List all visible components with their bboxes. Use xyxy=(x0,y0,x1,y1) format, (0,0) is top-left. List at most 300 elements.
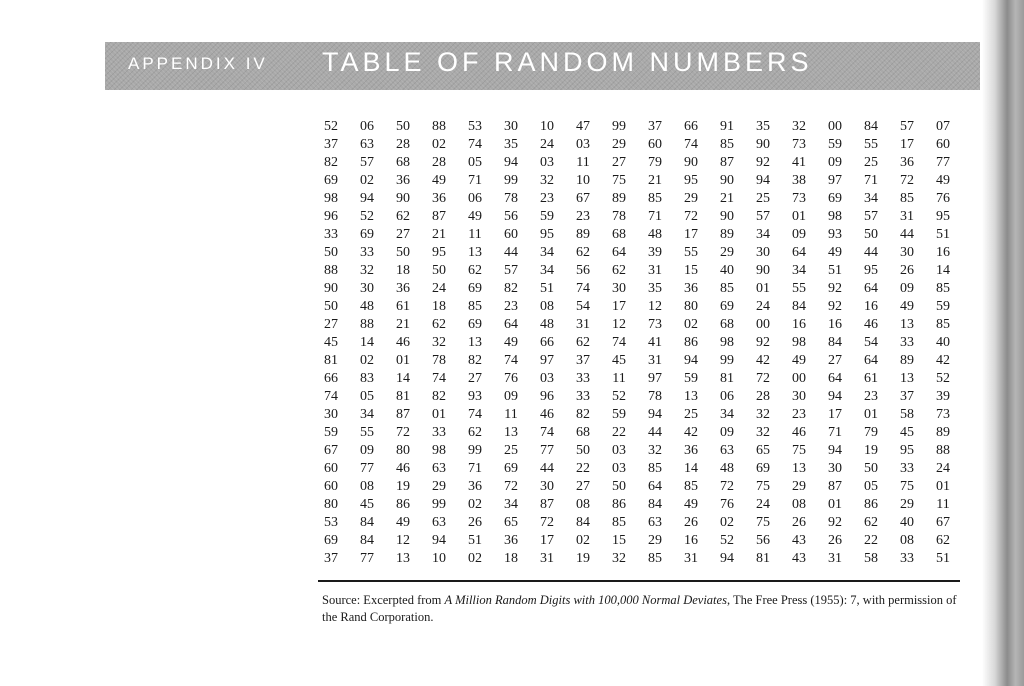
table-cell: 62 xyxy=(864,515,878,530)
table-cell: 87 xyxy=(540,497,554,512)
table-cell: 85 xyxy=(612,515,626,530)
table-cell: 81 xyxy=(756,551,770,566)
table-cell: 90 xyxy=(756,137,770,152)
table-cell: 30 xyxy=(612,281,626,296)
table-cell: 48 xyxy=(540,317,554,332)
table-cell: 37 xyxy=(324,551,338,566)
table-cell: 36 xyxy=(396,173,410,188)
table-cell: 33 xyxy=(432,425,446,440)
table-cell: 95 xyxy=(900,443,914,458)
table-cell: 03 xyxy=(540,155,554,170)
table-cell: 90 xyxy=(720,209,734,224)
table-cell: 71 xyxy=(468,461,482,476)
table-cell: 59 xyxy=(540,209,554,224)
table-cell: 01 xyxy=(828,497,842,512)
table-cell: 29 xyxy=(792,479,806,494)
table-cell: 84 xyxy=(864,119,878,134)
table-cell: 85 xyxy=(684,479,698,494)
table-cell: 96 xyxy=(324,209,338,224)
table-cell: 64 xyxy=(792,245,806,260)
table-cell: 34 xyxy=(756,227,770,242)
table-cell: 80 xyxy=(684,299,698,314)
table-cell: 42 xyxy=(936,353,950,368)
table-cell: 85 xyxy=(936,317,950,332)
table-cell: 75 xyxy=(756,479,770,494)
table-cell: 11 xyxy=(936,497,950,512)
table-cell: 57 xyxy=(360,155,374,170)
table-row xyxy=(313,280,961,298)
table-cell: 33 xyxy=(576,389,590,404)
table-cell: 99 xyxy=(612,119,626,134)
table-cell: 83 xyxy=(360,371,374,386)
table-cell: 23 xyxy=(540,191,554,206)
table-cell: 32 xyxy=(756,425,770,440)
table-cell: 42 xyxy=(684,425,698,440)
table-cell: 36 xyxy=(504,533,518,548)
table-cell: 78 xyxy=(612,209,626,224)
table-cell: 52 xyxy=(936,371,950,386)
table-cell: 62 xyxy=(576,245,590,260)
table-row xyxy=(313,244,961,262)
table-cell: 13 xyxy=(504,425,518,440)
table-cell: 01 xyxy=(432,407,446,422)
table-cell: 02 xyxy=(360,353,374,368)
table-cell: 00 xyxy=(828,119,842,134)
table-cell: 85 xyxy=(648,191,662,206)
table-cell: 52 xyxy=(720,533,734,548)
table-cell: 68 xyxy=(720,317,734,332)
table-row xyxy=(313,190,961,208)
table-cell: 78 xyxy=(648,389,662,404)
table-cell: 86 xyxy=(864,497,878,512)
table-cell: 23 xyxy=(504,299,518,314)
table-cell: 64 xyxy=(864,281,878,296)
table-cell: 74 xyxy=(468,137,482,152)
table-cell: 74 xyxy=(432,371,446,386)
table-cell: 56 xyxy=(576,263,590,278)
table-cell: 54 xyxy=(864,335,878,350)
table-cell: 08 xyxy=(360,479,374,494)
table-cell: 87 xyxy=(828,479,842,494)
table-cell: 01 xyxy=(864,407,878,422)
table-cell: 05 xyxy=(864,479,878,494)
table-cell: 71 xyxy=(828,425,842,440)
table-cell: 50 xyxy=(612,479,626,494)
table-cell: 46 xyxy=(396,461,410,476)
table-cell: 88 xyxy=(360,317,374,332)
table-cell: 25 xyxy=(756,191,770,206)
table-cell: 12 xyxy=(396,533,410,548)
table-cell: 13 xyxy=(792,461,806,476)
table-cell: 17 xyxy=(900,137,914,152)
table-cell: 25 xyxy=(504,443,518,458)
table-cell: 02 xyxy=(468,551,482,566)
table-row xyxy=(313,352,961,370)
table-cell: 21 xyxy=(648,173,662,188)
table-cell: 27 xyxy=(828,353,842,368)
table-cell: 53 xyxy=(468,119,482,134)
table-cell: 45 xyxy=(612,353,626,368)
table-cell: 99 xyxy=(468,443,482,458)
table-cell: 87 xyxy=(432,209,446,224)
table-cell: 16 xyxy=(828,317,842,332)
table-cell: 78 xyxy=(504,191,518,206)
table-cell: 37 xyxy=(324,137,338,152)
table-cell: 99 xyxy=(720,353,734,368)
table-cell: 98 xyxy=(792,335,806,350)
table-cell: 34 xyxy=(792,263,806,278)
table-cell: 34 xyxy=(360,407,374,422)
table-cell: 27 xyxy=(396,227,410,242)
table-cell: 44 xyxy=(900,227,914,242)
table-cell: 85 xyxy=(648,551,662,566)
table-cell: 06 xyxy=(468,191,482,206)
table-cell: 29 xyxy=(720,245,734,260)
table-cell: 89 xyxy=(720,227,734,242)
table-cell: 55 xyxy=(684,245,698,260)
table-cell: 86 xyxy=(684,335,698,350)
table-cell: 09 xyxy=(504,389,518,404)
table-cell: 84 xyxy=(360,533,374,548)
table-cell: 56 xyxy=(504,209,518,224)
table-cell: 44 xyxy=(864,245,878,260)
table-cell: 90 xyxy=(720,173,734,188)
table-cell: 36 xyxy=(396,281,410,296)
table-cell: 77 xyxy=(540,443,554,458)
table-cell: 56 xyxy=(756,533,770,548)
table-cell: 60 xyxy=(324,479,338,494)
table-row xyxy=(313,514,961,532)
table-cell: 92 xyxy=(756,155,770,170)
table-cell: 06 xyxy=(720,389,734,404)
table-row xyxy=(313,226,961,244)
table-cell: 62 xyxy=(936,533,950,548)
table-cell: 69 xyxy=(504,461,518,476)
table-cell: 72 xyxy=(720,479,734,494)
table-cell: 94 xyxy=(432,533,446,548)
table-cell: 37 xyxy=(900,389,914,404)
table-cell: 67 xyxy=(576,191,590,206)
table-cell: 10 xyxy=(576,173,590,188)
table-cell: 35 xyxy=(648,281,662,296)
table-cell: 52 xyxy=(324,119,338,134)
table-cell: 01 xyxy=(756,281,770,296)
table-cell: 63 xyxy=(720,443,734,458)
table-cell: 09 xyxy=(792,227,806,242)
table-cell: 61 xyxy=(864,371,878,386)
table-cell: 42 xyxy=(756,353,770,368)
table-cell: 49 xyxy=(504,335,518,350)
table-cell: 69 xyxy=(756,461,770,476)
table-cell: 09 xyxy=(900,281,914,296)
table-cell: 73 xyxy=(792,191,806,206)
table-cell: 49 xyxy=(684,497,698,512)
table-cell: 76 xyxy=(720,497,734,512)
table-cell: 92 xyxy=(828,299,842,314)
table-cell: 32 xyxy=(756,407,770,422)
table-cell: 03 xyxy=(540,371,554,386)
table-cell: 82 xyxy=(324,155,338,170)
table-cell: 19 xyxy=(864,443,878,458)
table-cell: 90 xyxy=(756,263,770,278)
table-cell: 64 xyxy=(612,245,626,260)
table-cell: 01 xyxy=(396,353,410,368)
table-cell: 09 xyxy=(828,155,842,170)
table-cell: 55 xyxy=(360,425,374,440)
table-cell: 90 xyxy=(684,155,698,170)
table-cell: 41 xyxy=(648,335,662,350)
table-cell: 28 xyxy=(432,155,446,170)
table-row xyxy=(313,208,961,226)
table-cell: 72 xyxy=(504,479,518,494)
table-cell: 69 xyxy=(468,281,482,296)
table-cell: 44 xyxy=(540,461,554,476)
table-cell: 95 xyxy=(684,173,698,188)
table-cell: 48 xyxy=(360,299,374,314)
table-cell: 49 xyxy=(936,173,950,188)
table-cell: 74 xyxy=(576,281,590,296)
table-cell: 05 xyxy=(468,155,482,170)
table-cell: 36 xyxy=(900,155,914,170)
table-cell: 08 xyxy=(540,299,554,314)
table-cell: 39 xyxy=(936,389,950,404)
table-cell: 30 xyxy=(900,245,914,260)
table-cell: 62 xyxy=(396,209,410,224)
table-cell: 82 xyxy=(432,389,446,404)
table-cell: 95 xyxy=(432,245,446,260)
table-cell: 50 xyxy=(324,299,338,314)
table-cell: 02 xyxy=(720,515,734,530)
table-cell: 16 xyxy=(936,245,950,260)
table-cell: 94 xyxy=(828,389,842,404)
table-cell: 71 xyxy=(864,173,878,188)
table-cell: 40 xyxy=(936,335,950,350)
table-cell: 46 xyxy=(792,425,806,440)
table-cell: 59 xyxy=(684,371,698,386)
table-cell: 59 xyxy=(324,425,338,440)
table-cell: 33 xyxy=(900,335,914,350)
table-cell: 18 xyxy=(504,551,518,566)
table-cell: 52 xyxy=(360,209,374,224)
table-cell: 72 xyxy=(756,371,770,386)
table-row xyxy=(313,316,961,334)
table-cell: 62 xyxy=(468,425,482,440)
table-cell: 49 xyxy=(396,515,410,530)
table-cell: 77 xyxy=(360,461,374,476)
table-cell: 11 xyxy=(612,371,626,386)
table-cell: 96 xyxy=(540,389,554,404)
table-cell: 89 xyxy=(900,353,914,368)
table-cell: 74 xyxy=(684,137,698,152)
table-cell: 97 xyxy=(828,173,842,188)
table-cell: 45 xyxy=(324,335,338,350)
table-cell: 32 xyxy=(792,119,806,134)
table-cell: 88 xyxy=(324,263,338,278)
table-cell: 34 xyxy=(504,497,518,512)
table-cell: 33 xyxy=(576,371,590,386)
table-cell: 26 xyxy=(900,263,914,278)
table-row xyxy=(313,424,961,442)
table-cell: 24 xyxy=(756,299,770,314)
table-cell: 22 xyxy=(612,425,626,440)
table-cell: 35 xyxy=(504,137,518,152)
table-cell: 23 xyxy=(864,389,878,404)
table-cell: 94 xyxy=(504,155,518,170)
table-cell: 71 xyxy=(468,173,482,188)
table-cell: 19 xyxy=(576,551,590,566)
table-cell: 31 xyxy=(828,551,842,566)
table-row xyxy=(313,298,961,316)
table-cell: 25 xyxy=(864,155,878,170)
table-cell: 44 xyxy=(504,245,518,260)
table-cell: 34 xyxy=(720,407,734,422)
table-cell: 37 xyxy=(576,353,590,368)
table-cell: 61 xyxy=(396,299,410,314)
table-cell: 07 xyxy=(936,119,950,134)
table-cell: 76 xyxy=(936,191,950,206)
table-cell: 74 xyxy=(504,353,518,368)
table-row xyxy=(313,370,961,388)
table-cell: 36 xyxy=(468,479,482,494)
table-cell: 81 xyxy=(396,389,410,404)
table-cell: 00 xyxy=(792,371,806,386)
table-cell: 84 xyxy=(576,515,590,530)
table-cell: 64 xyxy=(828,371,842,386)
table-row xyxy=(313,262,961,280)
table-cell: 11 xyxy=(504,407,518,422)
table-cell: 81 xyxy=(324,353,338,368)
table-cell: 14 xyxy=(396,371,410,386)
table-cell: 63 xyxy=(432,515,446,530)
table-cell: 72 xyxy=(900,173,914,188)
table-cell: 51 xyxy=(936,227,950,242)
table-cell: 32 xyxy=(612,551,626,566)
table-cell: 51 xyxy=(828,263,842,278)
table-cell: 77 xyxy=(360,551,374,566)
table-cell: 30 xyxy=(324,407,338,422)
table-cell: 72 xyxy=(684,209,698,224)
table-cell: 14 xyxy=(936,263,950,278)
table-cell: 21 xyxy=(720,191,734,206)
table-cell: 48 xyxy=(648,227,662,242)
table-cell: 84 xyxy=(648,497,662,512)
table-cell: 73 xyxy=(792,137,806,152)
table-cell: 50 xyxy=(396,245,410,260)
table-cell: 34 xyxy=(540,263,554,278)
table-cell: 11 xyxy=(576,155,590,170)
table-cell: 90 xyxy=(324,281,338,296)
table-cell: 29 xyxy=(432,479,446,494)
table-cell: 94 xyxy=(828,443,842,458)
table-cell: 93 xyxy=(468,389,482,404)
table-cell: 23 xyxy=(792,407,806,422)
table-cell: 57 xyxy=(504,263,518,278)
table-cell: 75 xyxy=(612,173,626,188)
table-cell: 45 xyxy=(360,497,374,512)
random-numbers-table xyxy=(313,118,961,568)
table-row xyxy=(313,136,961,154)
table-cell: 99 xyxy=(504,173,518,188)
table-cell: 89 xyxy=(936,425,950,440)
table-cell: 50 xyxy=(864,461,878,476)
table-cell: 27 xyxy=(612,155,626,170)
table-cell: 46 xyxy=(864,317,878,332)
table-cell: 85 xyxy=(468,299,482,314)
table-row xyxy=(313,478,961,496)
table-cell: 84 xyxy=(792,299,806,314)
table-cell: 22 xyxy=(576,461,590,476)
table-cell: 88 xyxy=(432,119,446,134)
table-cell: 91 xyxy=(720,119,734,134)
table-cell: 14 xyxy=(684,461,698,476)
table-cell: 65 xyxy=(504,515,518,530)
table-cell: 94 xyxy=(684,353,698,368)
table-cell: 51 xyxy=(468,533,482,548)
table-cell: 85 xyxy=(900,191,914,206)
table-cell: 60 xyxy=(504,227,518,242)
table-cell: 08 xyxy=(900,533,914,548)
table-cell: 82 xyxy=(468,353,482,368)
table-cell: 92 xyxy=(828,515,842,530)
table-cell: 13 xyxy=(468,245,482,260)
table-cell: 01 xyxy=(936,479,950,494)
table-cell: 84 xyxy=(828,335,842,350)
table-cell: 53 xyxy=(324,515,338,530)
table-cell: 51 xyxy=(936,551,950,566)
table-cell: 27 xyxy=(576,479,590,494)
table-cell: 74 xyxy=(324,389,338,404)
table-cell: 73 xyxy=(936,407,950,422)
table-cell: 17 xyxy=(540,533,554,548)
table-cell: 45 xyxy=(900,425,914,440)
table-cell: 89 xyxy=(612,191,626,206)
table-cell: 85 xyxy=(936,281,950,296)
table-cell: 02 xyxy=(576,533,590,548)
table-cell: 13 xyxy=(684,389,698,404)
table-cell: 17 xyxy=(612,299,626,314)
table-cell: 26 xyxy=(828,533,842,548)
table-cell: 59 xyxy=(612,407,626,422)
table-cell: 84 xyxy=(360,515,374,530)
source-suffix: , The Free Press (1955): 7, with permission of the Rand Corporation. xyxy=(322,593,957,624)
table-cell: 26 xyxy=(468,515,482,530)
table-cell: 30 xyxy=(792,389,806,404)
table-cell: 33 xyxy=(324,227,338,242)
table-cell: 82 xyxy=(504,281,518,296)
table-cell: 50 xyxy=(576,443,590,458)
table-cell: 36 xyxy=(684,443,698,458)
table-cell: 95 xyxy=(864,263,878,278)
table-cell: 97 xyxy=(540,353,554,368)
table-row xyxy=(313,388,961,406)
table-cell: 02 xyxy=(684,317,698,332)
table-row xyxy=(313,154,961,172)
table-cell: 76 xyxy=(504,371,518,386)
table-cell: 03 xyxy=(576,137,590,152)
table-cell: 85 xyxy=(720,281,734,296)
table-cell: 17 xyxy=(684,227,698,242)
table-cell: 86 xyxy=(612,497,626,512)
table-cell: 30 xyxy=(540,479,554,494)
table-cell: 02 xyxy=(468,497,482,512)
table-cell: 31 xyxy=(576,317,590,332)
table-cell: 16 xyxy=(792,317,806,332)
table-cell: 46 xyxy=(396,335,410,350)
table-cell: 58 xyxy=(900,407,914,422)
table-cell: 50 xyxy=(396,119,410,134)
table-cell: 13 xyxy=(900,371,914,386)
table-cell: 15 xyxy=(684,263,698,278)
